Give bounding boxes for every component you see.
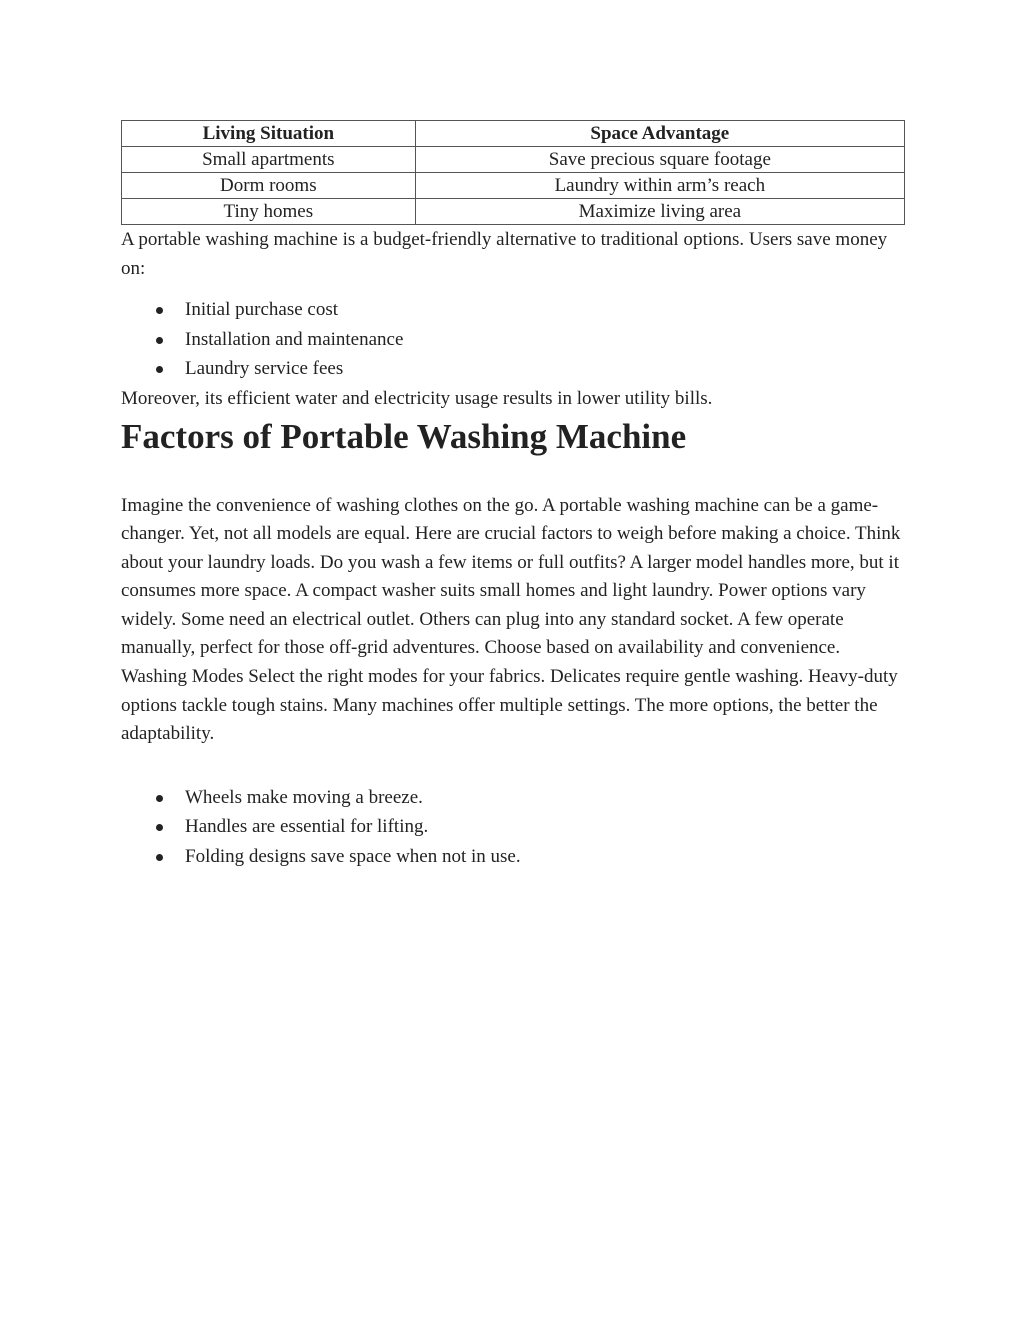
- list-item: [121, 295, 905, 325]
- list-item-text: Handles are essential for lifting.: [185, 816, 429, 838]
- bullet-icon: [156, 366, 163, 373]
- bullet-icon: [156, 307, 163, 314]
- table-row: [122, 173, 905, 199]
- living-situation-table: [121, 120, 905, 225]
- table-header-living-situation: Living Situation: [122, 121, 416, 147]
- table-cell: Small apartments: [122, 147, 416, 173]
- table-cell: Maximize living area: [415, 199, 904, 225]
- table-cell: Tiny homes: [122, 199, 416, 225]
- list-item: [121, 812, 905, 842]
- list-item-text: Initial purchase cost: [185, 299, 339, 320]
- list-item-text: Installation and maintenance: [185, 328, 404, 350]
- list-item-text: Laundry service fees: [185, 358, 344, 379]
- list-item: [121, 842, 905, 872]
- factors-paragraph: Imagine the convenience of washing clothes on the go. A portable washing machine can be a game-changer. Yet, not all models are equal. Here are crucial factors to weigh before making a choice. Think about your laundry loads. Do you wash a few items or full outfits? A larger model handles more, but it consumes more space. A compact washer suits small homes and light laundry. Power options vary widely. Some need an electrical outlet. Others can plug into any standard socket. A few operate manually, perfect for those off-grid adventures. Choose based on availability and convenience. Washing Modes Select the right modes for your fabrics. Delicates require gentle washing. Heavy-duty options tackle tough stains. Many machines offer multiple settings. The more options, the better the adaptability.: [121, 494, 901, 745]
- portability-list: [121, 783, 905, 872]
- table-cell: Save precious square footage: [415, 147, 904, 173]
- savings-list: [121, 295, 905, 384]
- list-item: [121, 783, 905, 813]
- document-page: [121, 120, 905, 871]
- bullet-icon: [156, 824, 163, 831]
- list-item-text: Wheels make moving a breeze.: [185, 786, 423, 808]
- table-header-row: [122, 121, 905, 147]
- section-heading: Factors of Portable Washing Machine: [121, 416, 687, 456]
- bullet-icon: [156, 795, 163, 802]
- list-item-text: Folding designs save space when not in use.: [185, 845, 521, 867]
- list-item: [121, 325, 905, 355]
- moreover-paragraph: Moreover, its efficient water and electricity usage results in lower utility bills.: [121, 387, 713, 409]
- bullet-icon: [156, 337, 163, 344]
- bullet-icon: [156, 854, 163, 861]
- table-row: [122, 199, 905, 225]
- table-cell: Dorm rooms: [122, 173, 416, 199]
- table-cell: Laundry within arm’s reach: [415, 173, 904, 199]
- list-item: [121, 354, 905, 384]
- intro-paragraph: A portable washing machine is a budget-friendly alternative to traditional options. Users save money on:: [121, 229, 888, 279]
- table-row: [122, 147, 905, 173]
- table-header-space-advantage: Space Advantage: [415, 121, 904, 147]
